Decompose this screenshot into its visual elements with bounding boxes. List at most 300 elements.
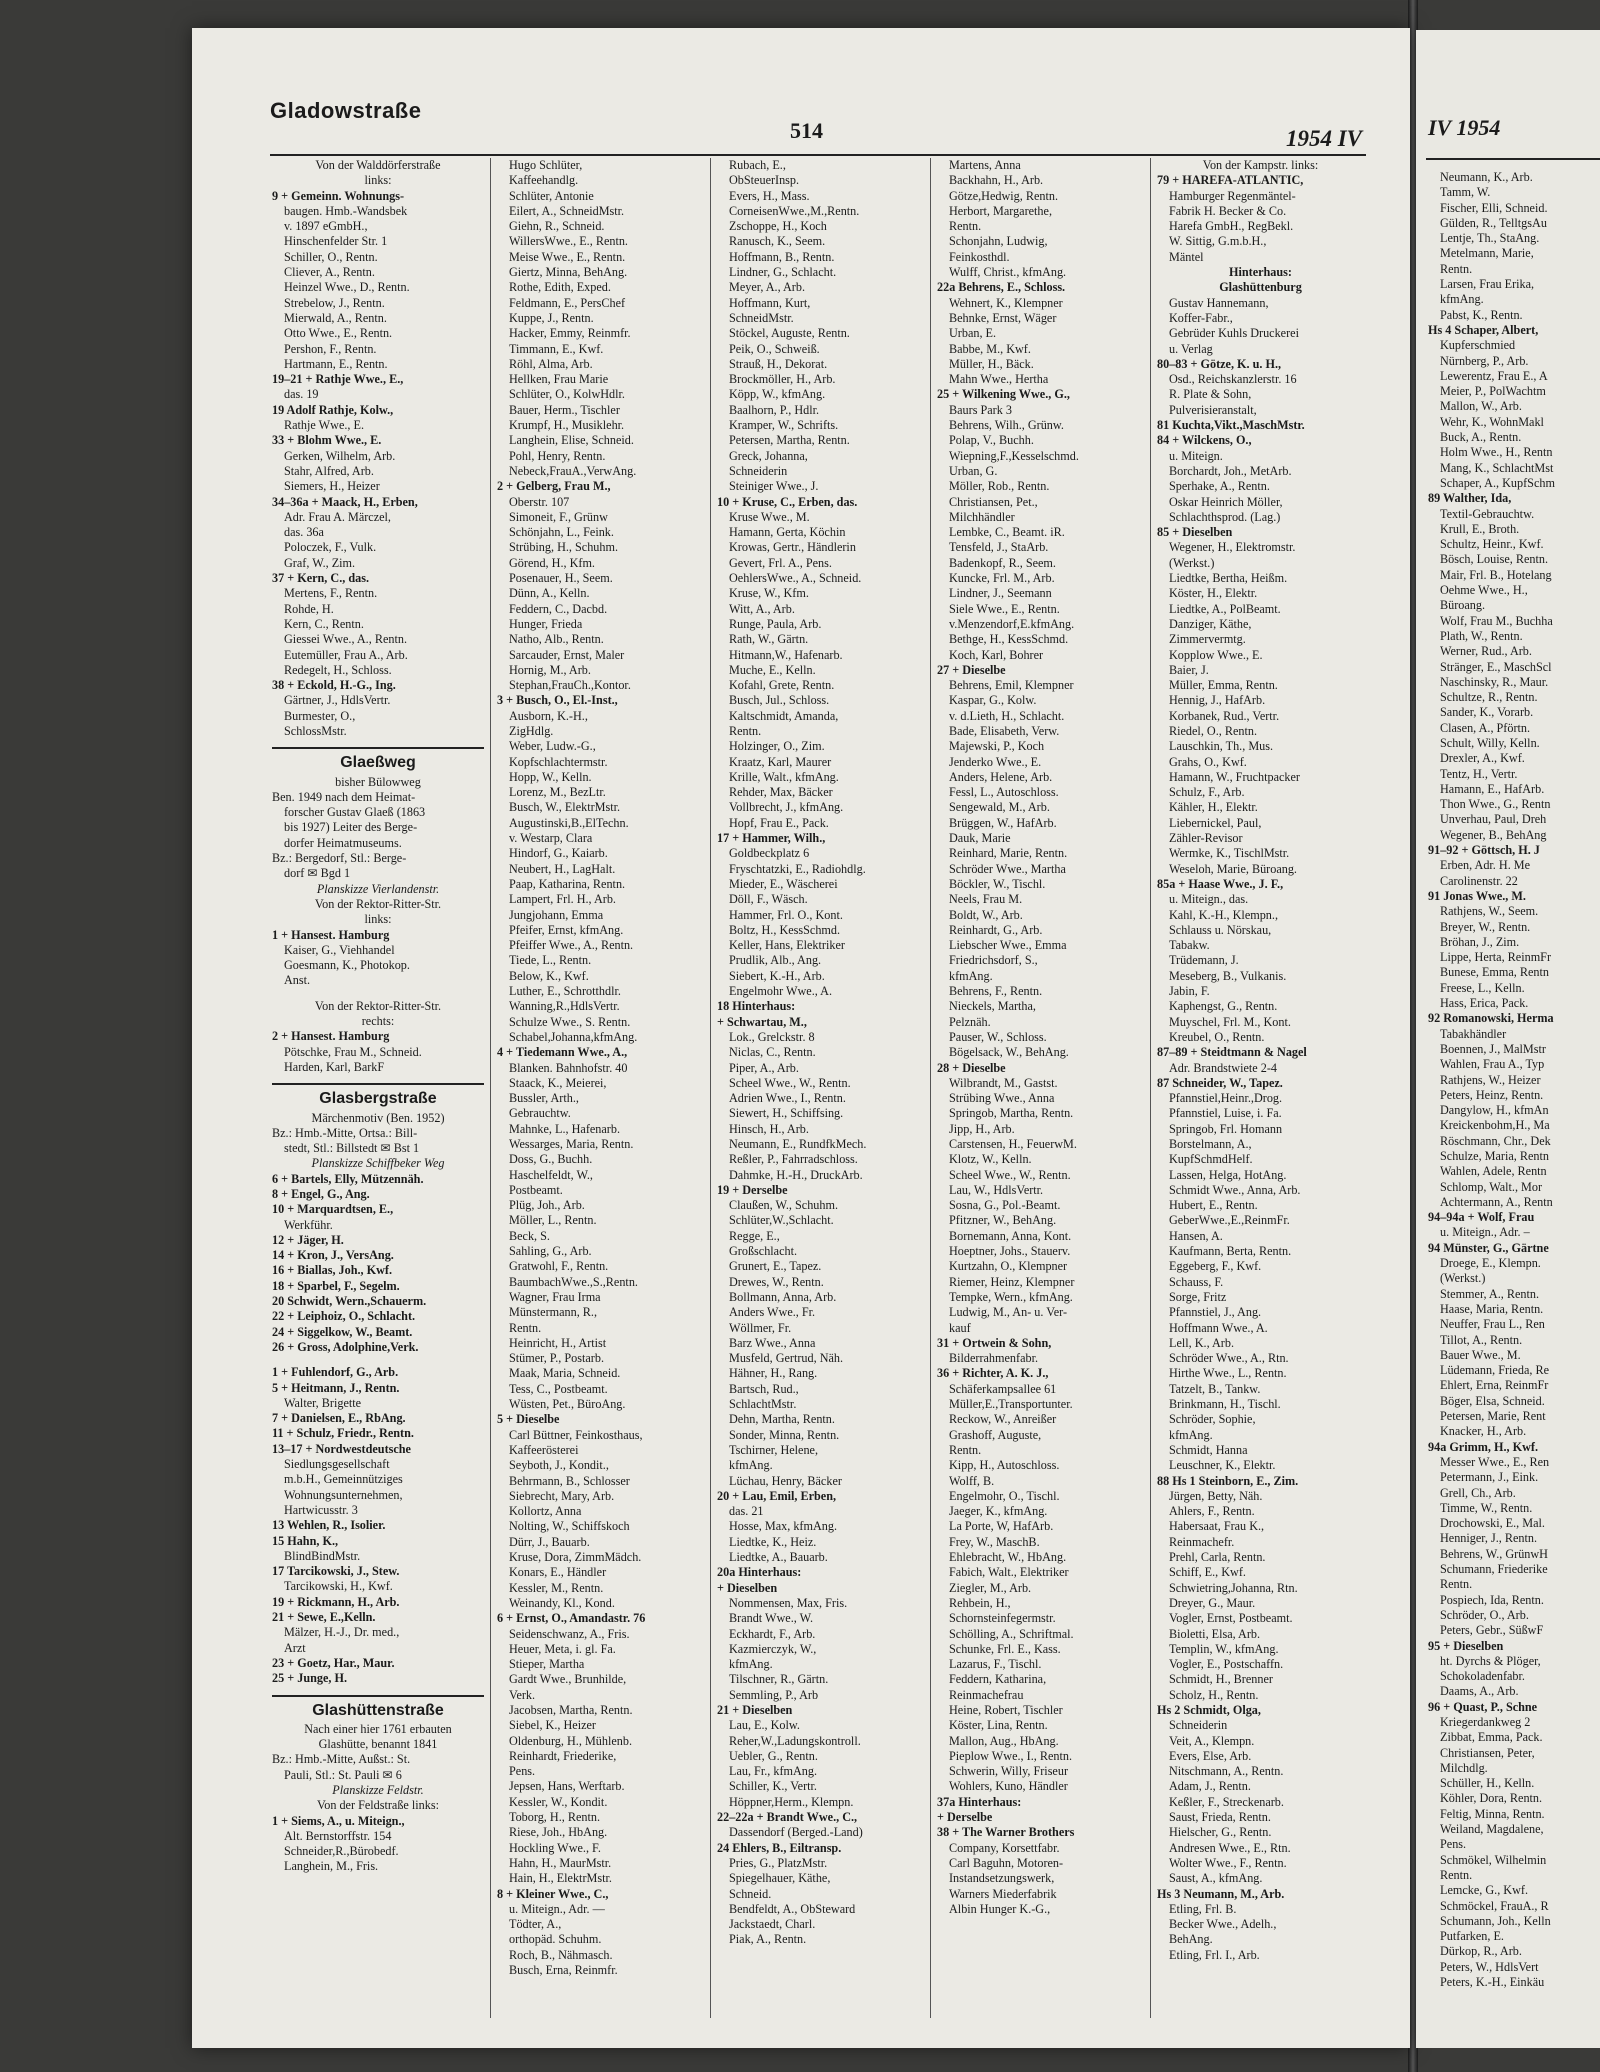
directory-line: Kopplow Wwe., E. — [1169, 647, 1263, 662]
house-number-entry: 24 + Siggelkow, W., Beamt. — [272, 1324, 413, 1339]
directory-line: Wiepning,F.,Kesselschmd. — [949, 448, 1079, 463]
directory-line: Bornemann, Anna, Kont. — [949, 1228, 1072, 1243]
directory-line: Schiff, E., Kwf. — [1169, 1565, 1246, 1580]
directory-line: Schlüter, O., KolwHdlr. — [509, 387, 625, 402]
house-number-entry: 20a Hinterhaus: — [717, 1565, 802, 1580]
house-number-entry: 87 Schneider, W., Tapez. — [1157, 1075, 1283, 1090]
house-number-entry: 4 + Tiedemann Wwe., A., — [497, 1045, 628, 1060]
directory-line: Sengewald, M., Arb. — [949, 800, 1050, 815]
directory-line: Andresen Wwe., E., Rtn. — [1169, 1840, 1291, 1855]
house-number-entry: 8 + Engel, G., Ang. — [272, 1187, 370, 1201]
directory-line: Baier, J. — [1169, 662, 1209, 677]
directory-line: das. 36a — [284, 525, 324, 540]
directory-line: Walter, Brigette — [284, 1395, 362, 1410]
house-number-entry: 22a Behrens, E., Schloss. — [937, 280, 1066, 295]
house-number-entry: 95 + Dieselben — [1428, 1638, 1504, 1653]
house-number-entry: 16 + Biallas, Joh., Kwf. — [272, 1263, 393, 1278]
directory-line: Kaffeerösterei — [509, 1442, 579, 1457]
house-number-entry: 94–94a + Wolf, Frau — [1428, 1210, 1535, 1225]
directory-line: Sarcauder, Ernst, Maler — [509, 647, 625, 662]
directory-line: Kaltschmidt, Amanda, — [729, 708, 839, 723]
house-number-entry: 1 + Siems, A., u. Miteign., — [272, 1813, 405, 1828]
directory-line: Uebler, G., Rentn. — [729, 1748, 818, 1763]
house-number-entry: 19 + Rickmann, H., Arb. — [272, 1594, 400, 1609]
directory-line: Carl Büttner, Feinkosthaus, — [509, 1427, 643, 1442]
directory-line: Freese, L., Kelln. — [1440, 980, 1525, 995]
directory-line: Schölling, A., Schriftmal. — [949, 1626, 1074, 1641]
house-number-entry: + Derselbe — [937, 1810, 993, 1825]
directory-line: Neuffer, Frau L., Ren — [1440, 1317, 1545, 1332]
directory-line: Meise Wwe., E., Rentn. — [509, 249, 626, 264]
directory-line: kfmAng. — [729, 1657, 773, 1672]
directory-line: Bunese, Emma, Rentn — [1440, 965, 1549, 980]
directory-line: Mang, K., SchlachtMst — [1440, 460, 1554, 475]
directory-line: Rath, W., Gärtn. — [729, 632, 809, 647]
directory-line: Siebel, K., Heizer — [509, 1718, 596, 1733]
directory-line: Behnke, Ernst, Wäger — [949, 310, 1057, 325]
directory-line: Springob, Martha, Rentn. — [949, 1106, 1074, 1121]
directory-line: Heinricht, H., Artist — [509, 1335, 607, 1350]
house-number-entry: 15 Hahn, K., — [272, 1533, 339, 1548]
directory-line: Schneider,R.,Bürobedf. — [284, 1844, 399, 1859]
directory-line: Unverhau, Paul, Dreh — [1440, 812, 1547, 827]
directory-line: Behrens, F., Rentn. — [949, 984, 1043, 999]
directory-line: Schlüter,W.,Schlacht. — [729, 1213, 834, 1228]
directory-line: Kaspar, G., Kolw. — [949, 693, 1037, 708]
directory-line: (Werkst.) — [1440, 1271, 1486, 1286]
directory-line: GeberWwe.,E.,ReinmFr. — [1169, 1213, 1290, 1228]
directory-line: Schokoladenfabr. — [1440, 1669, 1525, 1684]
directory-line: Wolff, B. — [949, 1473, 995, 1488]
directory-line: Hunger, Frieda — [509, 616, 583, 631]
directory-line: Riemer, Heinz, Klempner — [949, 1274, 1075, 1289]
directory-line: Meseberg, B., Vulkanis. — [1169, 968, 1287, 983]
directory-line: Pfannstiel, Luise, i. Fa. — [1169, 1106, 1282, 1121]
directory-line: Bendfeldt, A., ObSteward — [729, 1901, 856, 1916]
directory-line: Steiniger Wwe., J. — [729, 479, 819, 494]
directory-line: Schröder, Sophie, — [1169, 1412, 1256, 1427]
directory-line: Lentje, Th., StaAng. — [1440, 231, 1540, 246]
directory-line: Tentz, H., Vertr. — [1440, 766, 1518, 781]
directory-line: Anders, Helene, Arb. — [949, 769, 1053, 784]
directory-line: Seidenschwanz, A., Fris. — [509, 1626, 630, 1641]
directory-line: Reßler, P., Fahrradschloss. — [729, 1152, 858, 1167]
directory-line: Stieper, Martha — [509, 1657, 585, 1672]
spacer — [272, 989, 484, 999]
directory-line: Lippe, Herta, ReinmFr — [1440, 950, 1552, 965]
directory-line: Strebelow, J., Rentn. — [284, 295, 385, 310]
directory-line: Eilert, A., SchneidMstr. — [509, 203, 625, 218]
directory-line: kauf — [949, 1320, 971, 1335]
directory-line: Jenderko Wwe., E. — [949, 754, 1042, 769]
directory-line: Kaphengst, G., Rentn. — [1169, 999, 1278, 1014]
directory-line: Schmöckel, FrauA., R — [1440, 1898, 1549, 1913]
column-4 — [930, 158, 1150, 2018]
house-number-entry: 19 Adolf Rathje, Kolw., — [272, 402, 394, 417]
directory-line: Engelmohr, O., Tischl. — [949, 1488, 1060, 1503]
directory-line: Becker Wwe., Adelh., — [1169, 1917, 1277, 1932]
directory-line: Hitmann,W., Hafenarb. — [729, 647, 843, 662]
directory-line: Hopf, Frau E., Pack. — [729, 815, 829, 830]
adjacent-column — [1428, 170, 1600, 1990]
directory-line: Krille, Walt., kfmAng. — [729, 769, 839, 784]
running-street-title: Gladowstraße — [270, 98, 422, 123]
directory-line: Wessarges, Maria, Rentn. — [509, 1137, 634, 1151]
directory-line: Gardt Wwe., Brunhilde, — [509, 1672, 627, 1687]
directory-line: Schult, Willy, Kelln. — [1440, 735, 1540, 750]
directory-line: Rubach, E., — [729, 158, 786, 172]
directory-line: Wegener, B., BehAng — [1440, 827, 1547, 842]
directory-line: Schlüter, Antonie — [509, 188, 594, 203]
directory-line: Pauser, W., Schloss. — [949, 1029, 1047, 1044]
directory-line: Glashüttenburg — [1219, 280, 1302, 295]
directory-line: Behrmann, B., Schlosser — [509, 1473, 630, 1488]
directory-line: Hoffmann, B., Rentn. — [729, 249, 835, 264]
directory-line: Kuppe, J., Rentn. — [509, 310, 594, 325]
directory-line: Bade, Elisabeth, Verw. — [949, 723, 1060, 738]
directory-line: Dassendorf (Berged.-Land) — [729, 1825, 863, 1840]
directory-line: Rentn. — [509, 1320, 542, 1335]
directory-line: Trüdemann, J. — [1169, 953, 1239, 968]
directory-line: Pelznäh. — [949, 1014, 991, 1029]
directory-line: Bröhan, J., Zim. — [1440, 934, 1520, 949]
directory-line: Toborg, H., Rentn. — [509, 1810, 601, 1825]
directory-line: Tschirner, Helene, — [729, 1442, 819, 1457]
house-number-entry: 19 + Derselbe — [717, 1182, 788, 1197]
directory-line: Siedlungsgesellschaft — [284, 1457, 390, 1472]
directory-line: Tensfeld, J., StaArb. — [949, 540, 1049, 555]
directory-line: Peters, Heinz, Rentn. — [1440, 1087, 1544, 1102]
directory-line: Tödter, A., — [509, 1917, 562, 1932]
directory-line: Brandt Wwe., W. — [729, 1611, 814, 1626]
house-number-entry: Hs 4 Schaper, Albert, — [1428, 322, 1539, 337]
house-number-entry: 94a Grimm, H., Kwf. — [1428, 1439, 1539, 1454]
directory-line: Böger, Elsa, Schneid. — [1440, 1393, 1545, 1408]
directory-line: Muyschel, Frl. M., Kont. — [1169, 1014, 1291, 1029]
directory-line: Vollbrecht, J., kfmAng. — [729, 800, 844, 815]
directory-line: Pospiech, Ida, Rentn. — [1440, 1592, 1544, 1607]
directory-line: Verk. — [509, 1687, 536, 1702]
adjacent-page — [1416, 30, 1600, 2048]
directory-line: Jipp, H., Arb. — [949, 1121, 1015, 1136]
directory-line: Rathjens, W., Seem. — [1440, 904, 1539, 919]
directory-line: Stöckel, Auguste, Rentn. — [729, 326, 850, 341]
directory-line: Grashoff, Auguste, — [949, 1427, 1042, 1442]
directory-line: Ehlebracht, W., HbAng. — [949, 1550, 1067, 1565]
directory-line: Milchdlg. — [1440, 1760, 1488, 1775]
directory-line: Tarcikowski, H., Kwf. — [284, 1579, 393, 1594]
directory-line: Nürnberg, P., Arb. — [1440, 353, 1529, 368]
directory-line: Goldbeckplatz 6 — [729, 846, 810, 861]
directory-line: Stemmer, A., Rentn. — [1440, 1286, 1540, 1301]
directory-line: Schönjahn, L., Feink. — [509, 525, 614, 540]
directory-line: Semmling, P., Arb — [729, 1687, 819, 1702]
directory-line: Böckler, W., Tischl. — [949, 876, 1046, 891]
directory-line: Mallon, Aug., HbAng. — [949, 1733, 1059, 1748]
house-number-entry: 20 + Lau, Emil, Erben, — [717, 1488, 837, 1503]
directory-line: Hartmann, E., Rentn. — [284, 356, 388, 371]
directory-line: Scholz, H., Rentn. — [1169, 1687, 1259, 1702]
directory-line: kfmAng. — [1440, 292, 1484, 307]
directory-line: Schornsteinfegermstr. — [949, 1611, 1056, 1626]
house-number-entry: 80–83 + Götze, K. u. H., — [1157, 356, 1282, 371]
directory-line: Ranusch, K., Seem. — [729, 234, 826, 249]
directory-line: Schwerin, Willy, Friseur — [949, 1764, 1068, 1779]
directory-line: Burmester, O., — [284, 708, 356, 723]
directory-line: Cliever, A., Rentn. — [284, 265, 375, 280]
directory-line: Badenkopf, R., Seem. — [949, 555, 1056, 570]
directory-line: Boldt, W., Arb. — [949, 907, 1023, 922]
directory-line: Krumpf, H., Musiklehr. — [509, 418, 625, 433]
directory-line: Busch, W., ElektrMstr. — [509, 800, 621, 815]
directory-line: Muche, E., Kelln. — [729, 662, 816, 677]
directory-line: Dürkop, R., Arb. — [1440, 1944, 1522, 1959]
directory-line: Timmann, E., Kwf. — [509, 341, 604, 356]
page-header — [270, 78, 1366, 154]
directory-line: Lau, Fr., kfmAng. — [729, 1764, 818, 1779]
house-number-entry: 1 + Fuhlendorf, G., Arb. — [272, 1365, 399, 1380]
directory-line: Lell, K., Arb. — [1169, 1335, 1234, 1350]
directory-line: Jungjohann, Emma — [509, 907, 604, 922]
directory-line: Pries, G., PlatzMstr. — [729, 1855, 828, 1870]
house-number-entry: 2 + Hansest. Hamburg — [272, 1029, 390, 1044]
directory-line: SchlachtMstr. — [729, 1397, 797, 1412]
house-number-entry: 20 Schwidt, Wern.,Schauerm. — [272, 1294, 427, 1309]
directory-line: Kähler, H., Elektr. — [1169, 800, 1258, 815]
directory-line: Kopfschlachtermstr. — [509, 754, 608, 769]
directory-line: Fabich, Walt., Elektriker — [949, 1565, 1069, 1580]
directory-line: Messer Wwe., E., Ren — [1440, 1454, 1550, 1469]
directory-line: Reinhard, Marie, Rentn. — [949, 846, 1068, 861]
directory-line: Liedtke, K., Heiz. — [729, 1534, 817, 1549]
directory-line: Schüller, H., Kelln. — [1440, 1776, 1535, 1791]
directory-line: Müller, Emma, Rentn. — [1169, 678, 1278, 693]
directory-line: Sahling, G., Arb. — [509, 1244, 592, 1259]
directory-line: Märchenmotiv (Ben. 1952) — [311, 1110, 445, 1125]
directory-line: Schlachthsprod. (Lag.) — [1169, 509, 1281, 524]
directory-line: Piak, A., Rentn. — [729, 1932, 807, 1947]
directory-line: Gärtner, J., HdlsVertr. — [284, 693, 391, 708]
directory-line: baugen. Hmb.-Wandsbek — [284, 203, 408, 218]
directory-line: Hartwicusstr. 3 — [284, 1502, 358, 1517]
house-number-entry: 94 Münster, G., Gärtne — [1428, 1240, 1549, 1255]
directory-line: Brockmöller, H., Arb. — [729, 372, 836, 387]
directory-line: Feddern, Katharina, — [949, 1672, 1047, 1687]
house-number-entry: 21 + Dieselben — [717, 1702, 793, 1717]
directory-line: Mäntel — [1169, 249, 1204, 264]
directory-line: Regge, E., — [729, 1228, 780, 1243]
house-number-entry: 25 + Wilkening Wwe., G., — [937, 387, 1070, 402]
directory-line: Busch, Jul., Schloss. — [729, 693, 830, 708]
directory-line: links: — [364, 912, 392, 927]
directory-line: Gebrauchtw. — [509, 1106, 571, 1121]
directory-line: Glashütte, benannt 1841 — [318, 1737, 438, 1752]
directory-line: Lau, E., Kolw. — [729, 1718, 800, 1733]
directory-line: Boennen, J., MalMstr — [1440, 1041, 1546, 1056]
directory-line: Mair, Frl. B., Hotelang — [1440, 567, 1552, 582]
house-number-entry: 11 + Schulz, Friedr., Rentn. — [272, 1426, 414, 1441]
directory-line: Kazmierczyk, W., — [729, 1641, 817, 1656]
directory-line: Tatzelt, B., Tankw. — [1169, 1381, 1261, 1396]
house-number-entry: 10 + Kruse, C., Erben, das. — [717, 494, 858, 509]
directory-line: Herbort, Margarethe, — [949, 203, 1052, 218]
directory-line: Rentn. — [1440, 1577, 1473, 1592]
directory-line: Metelmann, Marie, — [1440, 246, 1534, 261]
directory-line: bis 1927) Leiter des Berge- — [284, 820, 418, 835]
directory-line: Hockling Wwe., F. — [509, 1840, 601, 1855]
directory-line: Rohde, H. — [284, 601, 334, 616]
directory-line: Koffer-Fabr., — [1169, 310, 1233, 325]
directory-line: Jacobsen, Martha, Rentn. — [509, 1702, 633, 1717]
directory-line: Brinkmann, H., Tischl. — [1169, 1397, 1281, 1412]
directory-line: Baalhorn, P., Hdlr. — [729, 402, 820, 417]
directory-line: Albin Hunger K.-G., — [949, 1901, 1051, 1916]
directory-line: Kramper, W., Schrifts. — [729, 418, 839, 433]
directory-line: Prehl, Carla, Rentn. — [1169, 1550, 1266, 1565]
directory-line: Schumann, Friederike — [1440, 1562, 1548, 1577]
directory-line: Buck, A., Rentn. — [1440, 430, 1522, 445]
directory-line: Haase, Maria, Rentn. — [1440, 1301, 1544, 1316]
directory-line: Tamm, W. — [1440, 185, 1491, 200]
directory-line: CorneisenWwe.,M.,Rentn. — [729, 203, 860, 218]
house-number-entry: 13–17 + Nordwestdeutsche — [272, 1441, 411, 1456]
directory-line: Stahr, Alfred, Arb. — [284, 463, 374, 478]
directory-line: Dreyer, G., Maur. — [1169, 1595, 1256, 1610]
directory-line: Pfeifer, Ernst, kfmAng. — [509, 922, 624, 937]
directory-line: Bauer, Herm., Tischler — [509, 402, 620, 417]
directory-line: Instandsetzungswerk, — [949, 1871, 1055, 1886]
directory-line: Scheel Wwe., W., Rentn. — [729, 1075, 851, 1090]
house-number-entry: 5 + Dieselbe — [497, 1412, 560, 1427]
directory-line: Schlauss u. Nörskau, — [1169, 922, 1272, 937]
directory-line: Larsen, Frau Erika, — [1440, 277, 1535, 292]
house-number-entry: 88 Hs 1 Steinborn, E., Zim. — [1157, 1473, 1299, 1488]
house-number-entry: 5 + Heitmann, J., Rentn. — [272, 1380, 400, 1395]
directory-line: Lazarus, F., Tischl. — [949, 1657, 1042, 1672]
directory-line: Behrens, Wilh., Grünw. — [949, 418, 1064, 433]
directory-line: Nebeck,FrauA.,VerwAng. — [509, 463, 637, 478]
house-number-entry: Hs 2 Schmidt, Olga, — [1157, 1702, 1261, 1717]
directory-line: Heine, Robert, Tischler — [949, 1702, 1063, 1717]
directory-line: Ludwig, M., An- u. Ver- — [949, 1305, 1068, 1320]
directory-line: Giertz, Minna, BehAng. — [509, 265, 628, 280]
directory-line: Hamann, Gerta, Köchin — [729, 525, 846, 540]
directory-line: Pershon, F., Rentn. — [284, 341, 377, 356]
directory-line: Hoeptner, Johs., Stauerv. — [949, 1244, 1071, 1259]
directory-line: Stephan,FrauCh.,Kontor. — [509, 678, 631, 693]
house-number-entry: 81 Kuchta,Vikt.,MaschMstr. — [1157, 418, 1305, 433]
directory-line: Jackstaedt, Charl. — [729, 1917, 816, 1932]
directory-line: Kaufmann, Berta, Rentn. — [1169, 1244, 1292, 1259]
directory-line: Feldmann, E., PersChef — [509, 295, 626, 310]
directory-line: Schäferkampsallee 61 — [949, 1381, 1057, 1396]
directory-line: forscher Gustav Glaeß (1863 — [284, 805, 426, 820]
directory-line: Gebrüder Kuhls Druckerei — [1169, 326, 1299, 341]
directory-line: Meier, P., PolWachtm — [1440, 384, 1546, 399]
directory-line: Schunke, Frl. E., Kass. — [949, 1641, 1061, 1656]
directory-line: ht. Dyrchs & Plöger, — [1440, 1653, 1541, 1668]
directory-line: Peters, W., HdlsVert — [1440, 1959, 1539, 1974]
directory-line: Neels, Frau M. — [949, 892, 1023, 907]
directory-line: Knacker, H., Arb. — [1440, 1424, 1527, 1439]
directory-line: Liebscher Wwe., Emma — [949, 938, 1067, 953]
directory-line: Hirthe Wwe., L., Rentn. — [1169, 1366, 1287, 1381]
house-number-entry: 9 + Gemeinn. Wohnungs- — [272, 188, 405, 203]
house-number-entry: Hs 3 Neumann, M., Arb. — [1157, 1886, 1285, 1901]
directory-line: Giessei Wwe., A., Rentn. — [284, 632, 407, 647]
directory-line: Rentn. — [949, 219, 982, 234]
directory-line: Oehme Wwe., H., — [1440, 583, 1528, 598]
house-number-entry: 37a Hinterhaus: — [937, 1794, 1022, 1809]
directory-line: Schauss, F. — [1169, 1274, 1224, 1289]
directory-line: Röhl, Alma, Arb. — [509, 356, 593, 371]
directory-line: Fessl, L., Autoschloss. — [949, 785, 1059, 800]
directory-line: Hass, Erica, Pack. — [1440, 996, 1529, 1011]
directory-line: Breyer, W., Rentn. — [1440, 919, 1531, 934]
directory-line: Tilschner, R., Gärtn. — [729, 1672, 829, 1687]
directory-line: Weseloh, Marie, Büroang. — [1169, 861, 1297, 876]
directory-line: Fabrik H. Becker & Co. — [1169, 203, 1287, 218]
directory-line: Eggeberg, F., Kwf. — [1169, 1259, 1262, 1274]
directory-line: Krull, E., Broth. — [1440, 521, 1520, 536]
directory-line: KupfSchmdHelf. — [1169, 1152, 1253, 1167]
directory-line: Etling, Frl. B. — [1169, 1901, 1237, 1916]
directory-line: Behrens, Emil, Klempner — [949, 678, 1074, 693]
directory-line: Peters, Gebr., SüßwF — [1440, 1623, 1544, 1638]
column-5 — [1150, 158, 1370, 2018]
directory-line: Spiegelhauer, Käthe, — [729, 1871, 831, 1886]
directory-line: Schmidt Wwe., Anna, Arb. — [1169, 1182, 1301, 1197]
directory-line: Pötschke, Frau M., Schneid. — [284, 1044, 422, 1059]
directory-line: Engelmohr Wwe., A. — [729, 984, 833, 999]
directory-line: Saust, A., kfmAng. — [1169, 1871, 1263, 1886]
directory-line: Pfitzner, W., BehAng. — [949, 1213, 1057, 1228]
house-number-entry: 38 + Eckold, H.-G., Ing. — [272, 678, 396, 693]
directory-line: Von der Feldstraße links: — [317, 1798, 439, 1813]
directory-line: Kruse Wwe., M. — [729, 509, 810, 524]
directory-line: Münstermann, R., — [509, 1305, 598, 1320]
directory-line: Hoffmann Wwe., A. — [1169, 1320, 1268, 1335]
directory-line: Wermke, K., TischlMstr. — [1169, 846, 1290, 861]
directory-line: Wöllmer, Fr. — [729, 1320, 792, 1335]
directory-line: Lau, W., HdlsVertr. — [949, 1182, 1044, 1197]
directory-line: Carstensen, H., FeuerwM. — [949, 1137, 1077, 1151]
directory-line: Weber, Ludw.-G., — [509, 739, 596, 754]
directory-line: m.b.H., Gemeinnütziges — [284, 1472, 403, 1487]
directory-line: Strauß, H., Dekorat. — [729, 356, 828, 371]
directory-line: Bögelsack, W., BehAng. — [949, 1045, 1069, 1060]
directory-line: Tempke, Wern., kfmAng. — [949, 1289, 1073, 1304]
directory-line: Von der Walddörferstraße — [315, 158, 441, 172]
directory-line: Achtermann, A., Rentn — [1440, 1194, 1553, 1209]
directory-line: Schmökel, Wilhelmin — [1440, 1852, 1547, 1867]
directory-line: Schröder Wwe., A., Rtn. — [1169, 1351, 1289, 1366]
directory-line: Pieplow Wwe., I., Rentn. — [949, 1748, 1072, 1763]
directory-line: Sorge, Fritz — [1169, 1289, 1227, 1304]
directory-line: Sosna, G., Pol.-Beamt. — [949, 1198, 1061, 1213]
directory-line: Anders Wwe., Fr. — [729, 1305, 816, 1320]
column-2 — [490, 158, 710, 2018]
directory-line: Boltz, H., KessSchmd. — [729, 922, 841, 937]
directory-line: Tillot, A., Rentn. — [1440, 1332, 1523, 1347]
directory-line: Wegener, H., Elektromstr. — [1169, 540, 1296, 555]
directory-line: Liebernickel, Paul, — [1169, 815, 1262, 830]
house-number-entry: 18 + Sparbel, F., Segelm. — [272, 1278, 400, 1293]
directory-line: u. Miteign., das. — [1169, 892, 1249, 907]
directory-line: Poloczek, F., Vulk. — [284, 540, 377, 555]
house-number-entry: 84 + Wilckens, O., — [1157, 433, 1252, 448]
directory-line: Lüdemann, Frieda, Re — [1440, 1363, 1549, 1378]
